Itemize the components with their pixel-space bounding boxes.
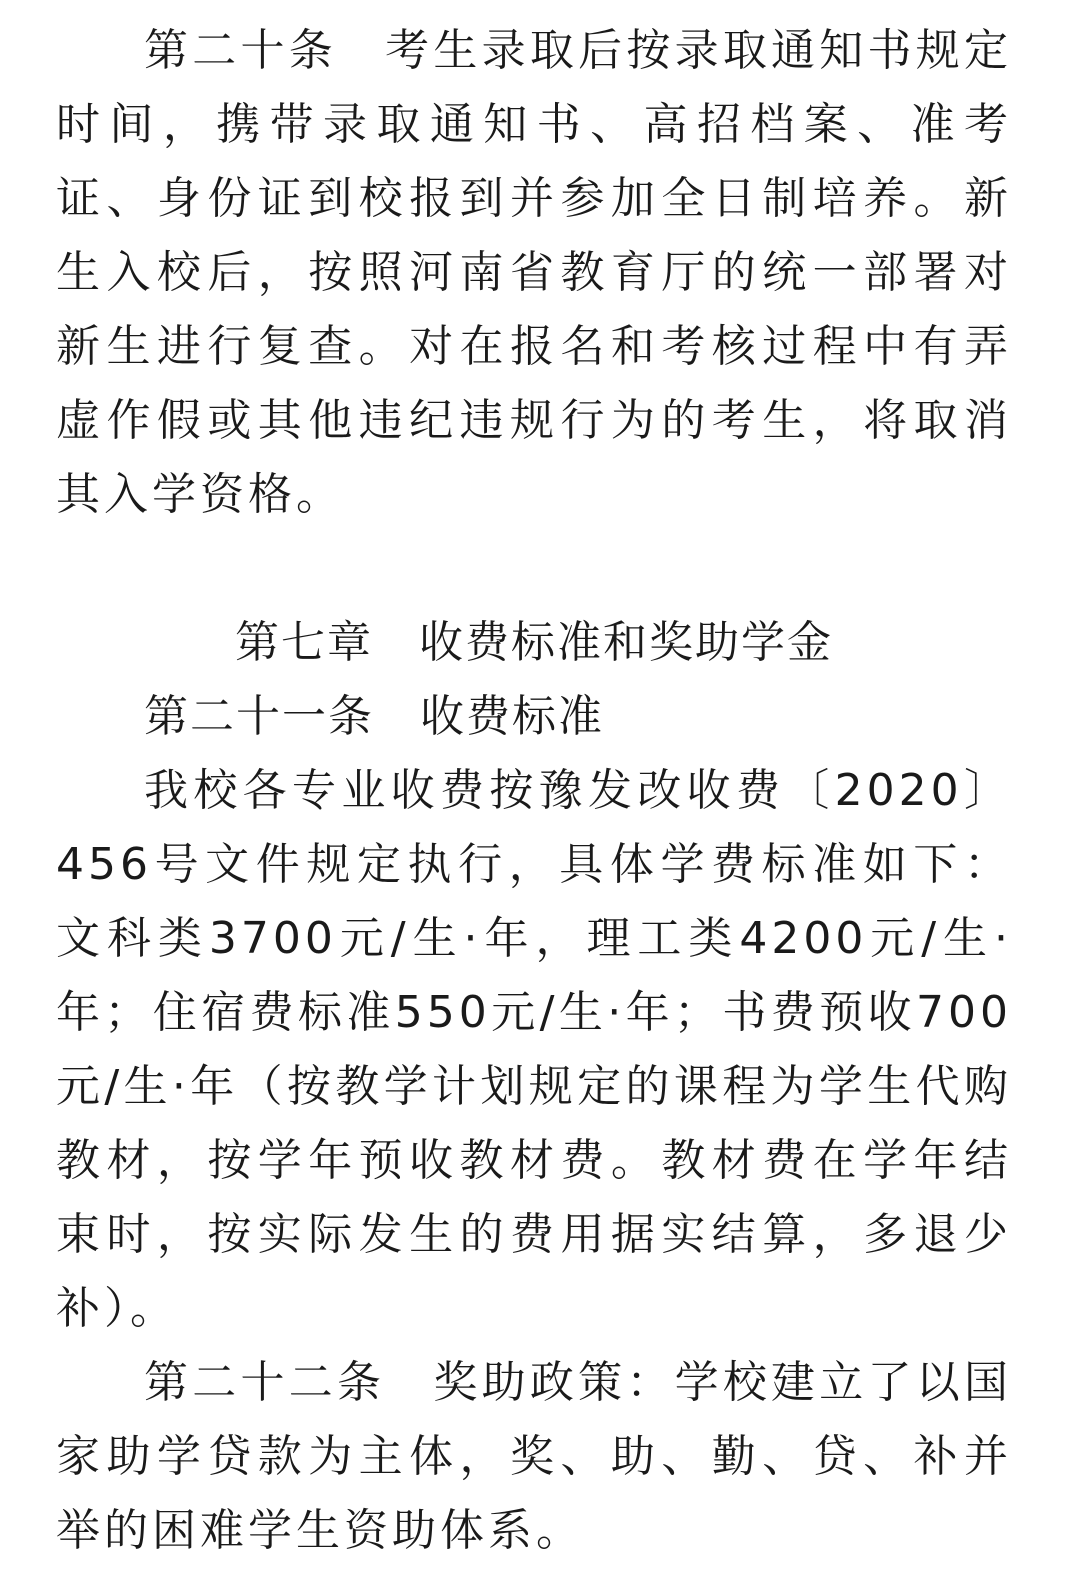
blank-line [56,532,1012,606]
chapter-7-title: 第七章 收费标准和奖助学金 [235,617,833,668]
article-20-paragraph: 第二十条 考生录取后按录取通知书规定时间，携带录取通知书、高招档案、准考证、身份证到校报到并参加全日制培养。新生入校后，按照河南省教育厅的统一部署对新生进行复查。对在报名和考核过程中有弄虚作假或其他违纪违规行为的考生，将取消其入学资格。 [56,25,1012,520]
article-21-body: 我校各专业收费按豫发改收费〔2020〕456号文件规定执行，具体学费标准如下：文科类3700元/生·年，理工类4200元/生·年；住宿费标准550元/生·年；书费预收700元/生·年（按教学计划规定的课程为学生代购教材，按学年预收教材费。教材费在学年结束时，按实际发生的费用据实结算，多退少补）。 [56,765,1012,1334]
article-21-title: 第二十一条 收费标准 [144,691,604,742]
article-22-paragraph: 第二十二条 奖助政策：学校建立了以国家助学贷款为主体，奖、助、勤、贷、补并举的困难学生资助体系。 [56,1357,1012,1556]
